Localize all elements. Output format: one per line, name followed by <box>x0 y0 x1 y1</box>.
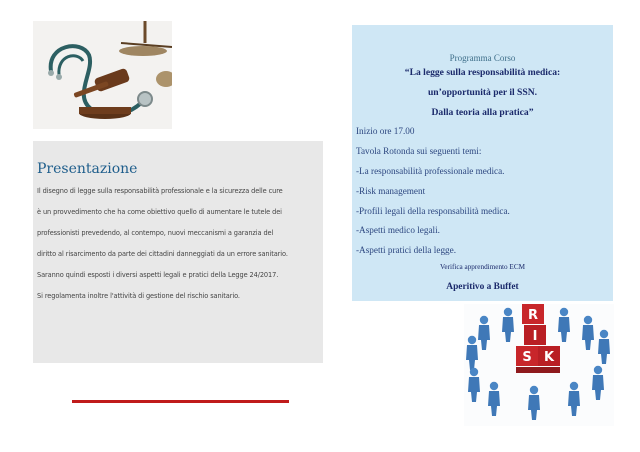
topic-item: -Risk management <box>356 186 426 196</box>
risk-cubes-people-image <box>464 304 614 426</box>
risk-cube <box>524 325 546 345</box>
verifica-ecm: Verifica apprendimento ECM <box>439 263 526 271</box>
presentazione-line: diritto al risarcimento da parte dei cittadini danneggiati da un errore sanitario. <box>37 250 288 258</box>
presentazione-heading: Presentazione <box>37 161 138 177</box>
topic-item: -Aspetti pratici della legge. <box>356 245 457 255</box>
risk-letter: R <box>527 308 539 323</box>
presentazione-line: Saranno quindi esposti i diversi aspetti legali e pratici della Legge 24/2017. <box>37 271 279 279</box>
risk-letter: K <box>543 350 555 365</box>
presentazione-line: Si regolamenta inoltre l'attività di gestione del rischio sanitario. <box>37 292 240 300</box>
programma-header: Programma Corso <box>449 53 516 63</box>
topic-item: -Aspetti medico legali. <box>356 225 440 235</box>
risk-people-illustration <box>464 304 614 426</box>
aperitivo-buffet: Aperitivo a Buffet <box>446 282 519 292</box>
presentazione-line: Il disegno di legge sulla responsabilità professionale e la sicurezza delle cure <box>37 187 283 195</box>
presentazione-panel <box>33 141 323 363</box>
start-time: Inizio ore 17.00 <box>356 126 415 136</box>
risk-letter: S <box>522 350 532 365</box>
red-divider <box>72 400 289 403</box>
topic-item: -Profili legali della responsabilità medica. <box>356 206 510 216</box>
risk-letter: I <box>532 329 538 344</box>
risk-cube <box>516 346 538 366</box>
round-table-intro: Tavola Rotonda sui seguenti temi: <box>356 146 482 156</box>
course-title-line: “La legge sulla responsabilità medica: <box>404 67 561 78</box>
programma-panel <box>352 25 613 301</box>
topic-item: -La responsabilità professionale medica. <box>356 166 505 176</box>
presentazione-text <box>37 181 321 307</box>
risk-cube <box>538 346 560 366</box>
course-title-line: un’opportunità per il SSN. <box>427 87 538 98</box>
course-title-line: Dalla teoria alla pratica” <box>431 107 534 118</box>
presentazione-line: è un provvedimento che ha come obiettivo quello di aumentare le tutele dei <box>37 208 282 216</box>
stethoscope-gavel-scales-illustration <box>33 21 172 129</box>
presentazione-line: professionisti prevedendo, al contempo, nuovi meccanismi a garanzia del <box>37 229 274 237</box>
risk-cube <box>522 304 544 324</box>
medical-law-photo <box>33 21 172 129</box>
